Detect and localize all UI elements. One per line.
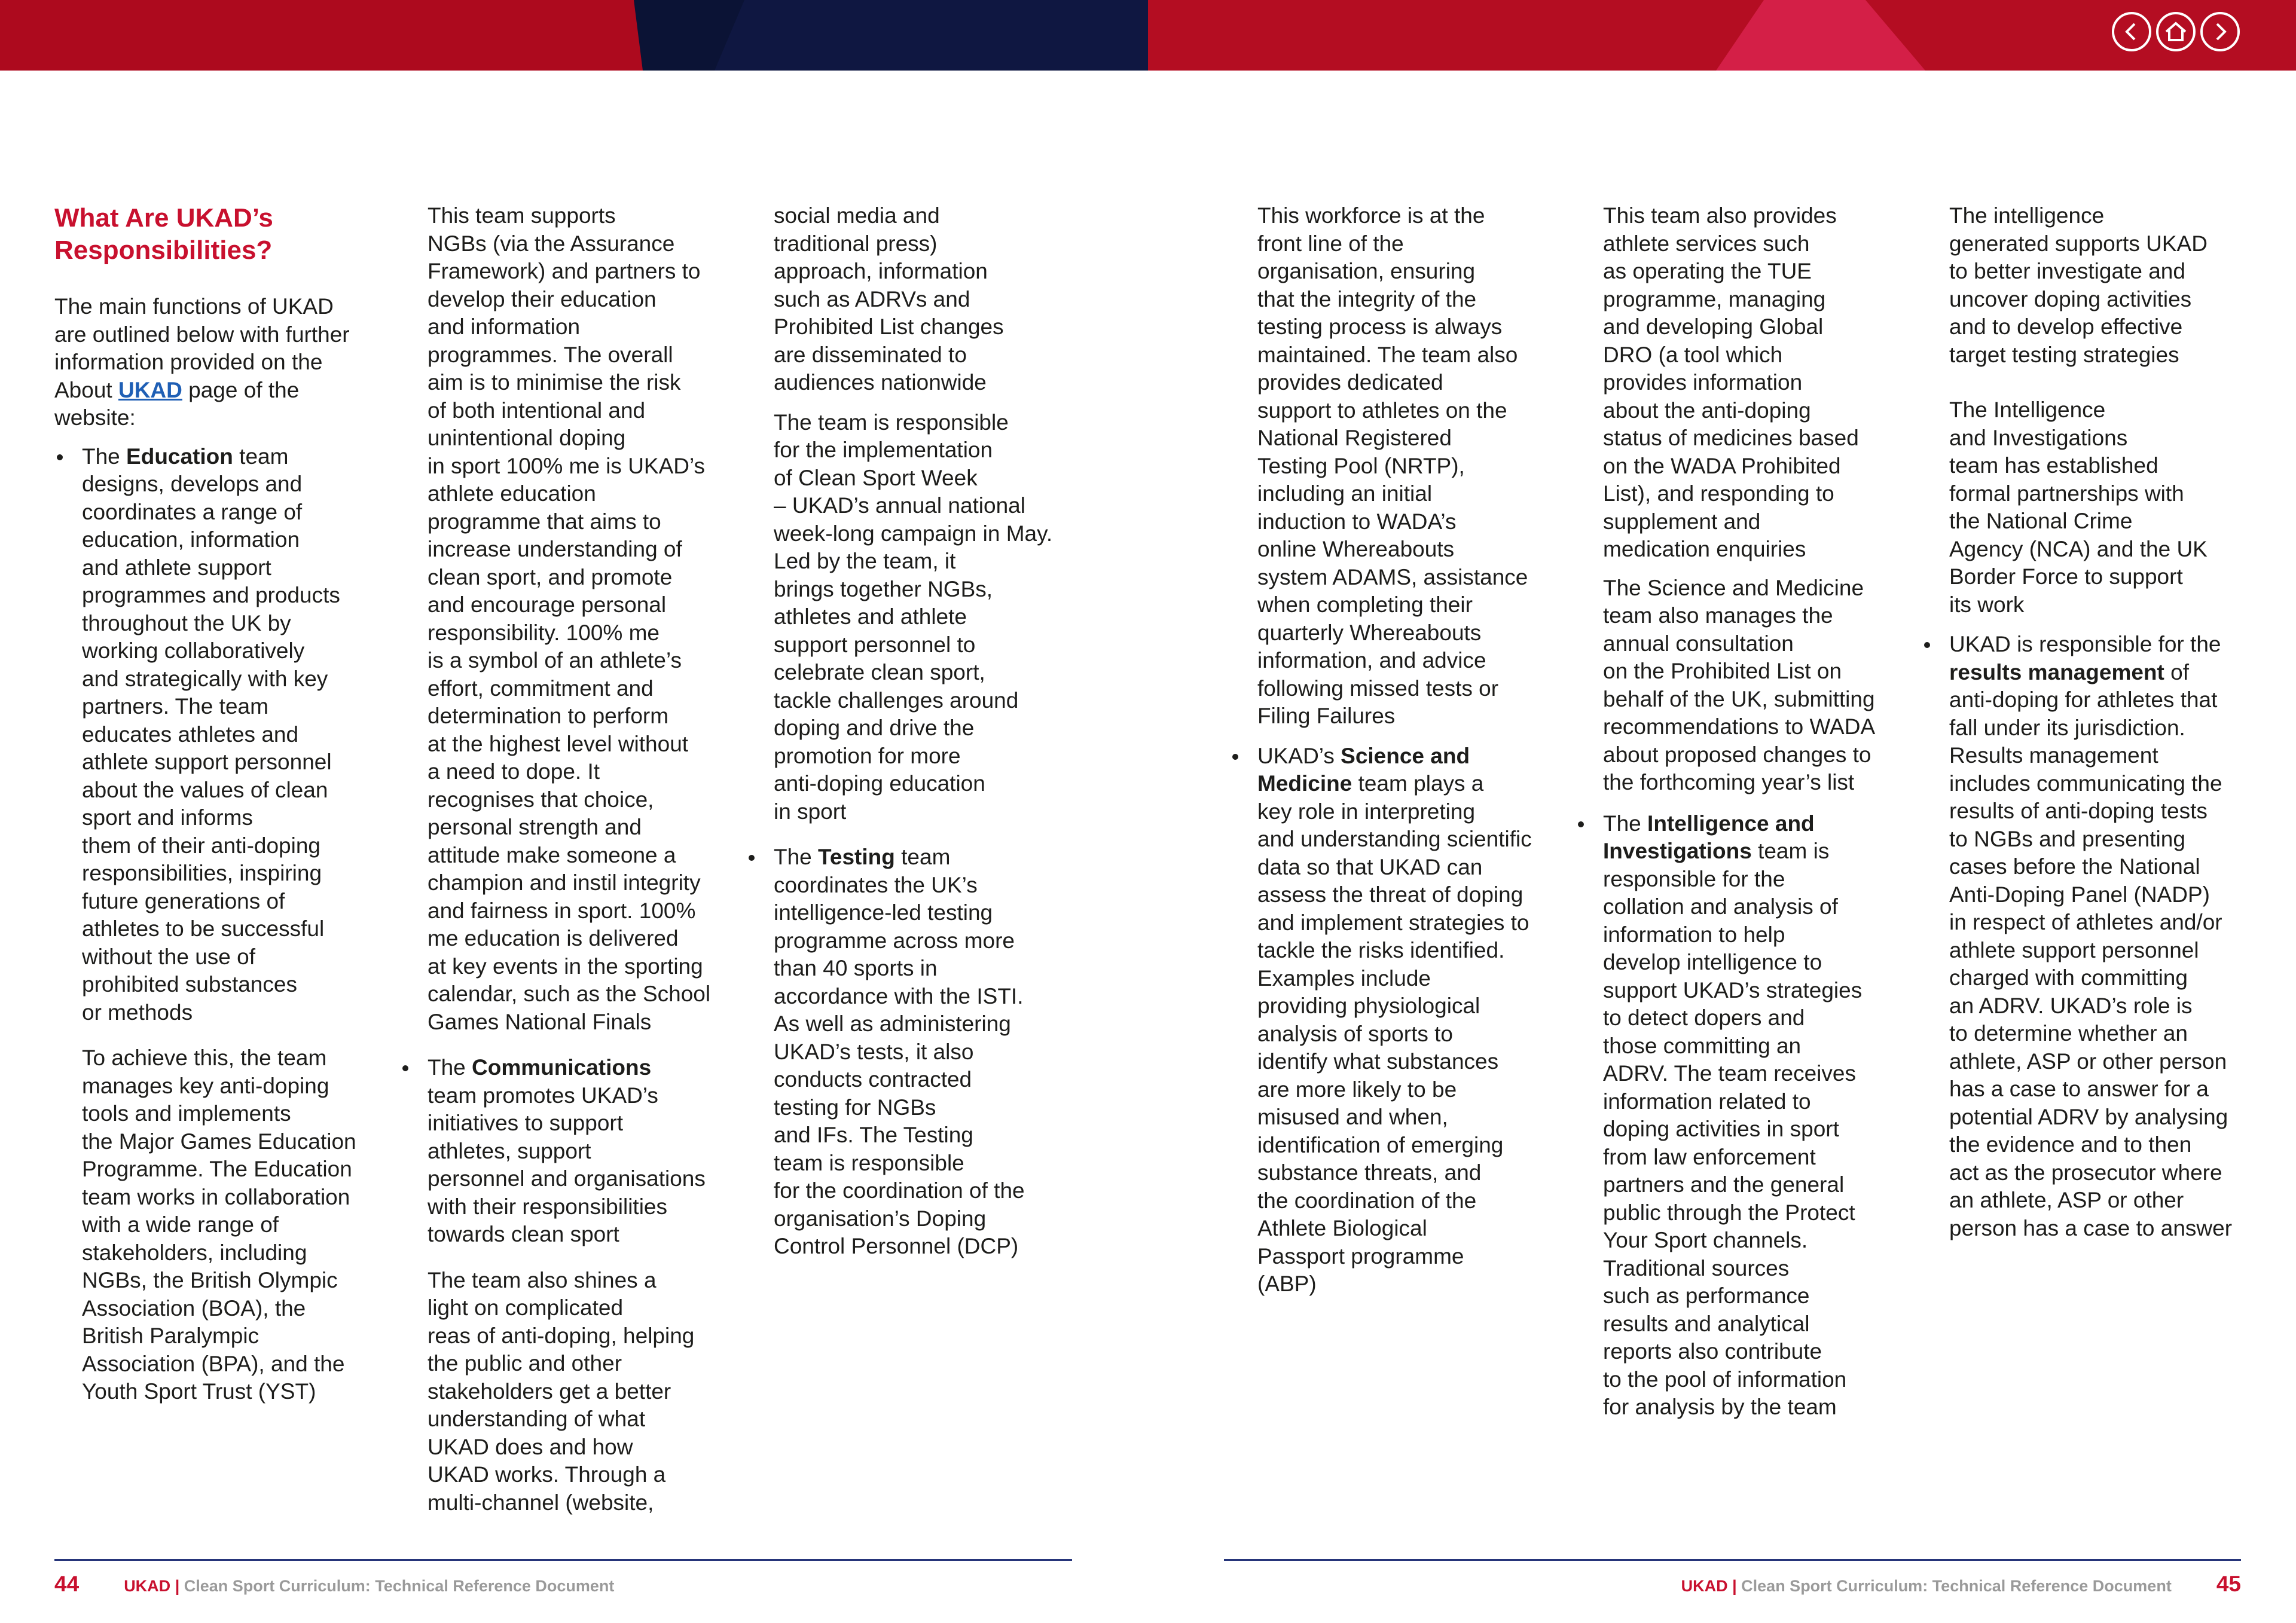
column-2 bbox=[400, 202, 735, 1527]
column-5 bbox=[1576, 202, 1910, 1432]
home-icon bbox=[2164, 21, 2187, 42]
education-bullet: The Education team designs, develops and coordinates a range of education, information and athlete support programmes and products throughout the UK by working collaboratively and strategically with key partners. The team educates athletes and athlete support personnel about the values of clean sport and informs them of their anti-doping responsibilities, inspiring future generations of athletes to be successful without the use of prohibited substances or methods bbox=[54, 443, 380, 1027]
communications-bullet: The Communications team promotes UKAD’s initiatives to support athletes, support personnel and organisations with their responsibilities towards clean sport bbox=[400, 1054, 735, 1249]
communications-continued-paragraph: social media and traditional press) approach, information such as ADRVs and Prohibited List changes are disseminated to audiences nationwide bbox=[774, 203, 1004, 395]
chevron-left-icon bbox=[2121, 22, 2142, 42]
partnerships-paragraph: The Intelligence and Investigations team has established formal partnerships with the National Crime Agency (NCA) and the UK Border Force to support its work bbox=[1949, 398, 2208, 617]
column-6 bbox=[1922, 202, 2257, 1253]
section-heading: What Are UKAD’s Responsibilities? bbox=[54, 203, 273, 265]
testing-continued-paragraph: This workforce is at the front line of the organisation, ensuring that the integrity of the testing process is always maintained. The team also provides dedicated support to athletes on the National Registered Testing Pool (NRTP), including an initial induction to WADA’s online Whereabouts system ADAMS, assistance when completing their quarterly Whereabouts information, and advice following missed tests or Filing Failures bbox=[1257, 203, 1528, 728]
column-4 bbox=[1230, 202, 1565, 1309]
footer-brand: UKAD bbox=[1681, 1577, 1728, 1595]
right-footer-rule bbox=[1224, 1559, 2241, 1561]
left-footer: 44 UKAD | Clean Sport Curriculum: Technical Reference Document bbox=[54, 1572, 615, 1596]
consultation-paragraph: The Science and Medicine team also manages the annual consultation on the Prohibited List on behalf of the UK, submitting recommendations to WADA about proposed changes to the forthcoming year’s list bbox=[1603, 575, 1876, 794]
clean-sport-week-paragraph: The team is responsible for the implementation of Clean Sport Week – UKAD’s annual national week-long campaign in May. Led by the team, it brings together NGBs, athletes and athlete support personnel to celebrate clean sport, tackle challenges around doping and drive the promotion for more anti-doping education in sport bbox=[774, 409, 1053, 824]
education-continued-paragraph: This team supports NGBs (via the Assurance Framework) and partners to develop their education and information programmes. The overall aim is to minimise the risk of both intentional and unintentional doping in sport 100% me is UKAD’s athlete education programme that aims to increase understanding of clean sport, and promote and encourage personal responsibility. 100% me is a symbol of an athlete’s effort, commitment and determination to perform at the highest level without a need to dope. It recognises that choice, personal strength and attitude make someone a champion and instil integrity and fairness in sport. 100% me education is delivered at key events in the sporting calendar, such as the School Games National Finals bbox=[428, 203, 711, 1034]
next-page-button[interactable] bbox=[2200, 12, 2240, 51]
column-3 bbox=[746, 202, 1081, 1271]
page-number: 45 bbox=[2216, 1572, 2241, 1596]
page-number: 44 bbox=[54, 1572, 80, 1596]
results-management-bullet: UKAD is responsible for the results management of anti-doping for athletes that fall under its jurisdiction. Results management includes communicating the results of anti-doping tests to NGBs and presenting cases before the National Anti-Doping Panel (NADP) in respect of athletes and/or athlete support personnel charged with committing an ADRV. UKAD’s role is to determine whether an athlete, ASP or other person has a case to answer for a potential ADRV by analysing the evidence and to then act as the prosecutor where an athlete, ASP or other person has a case to answer bbox=[1922, 631, 2257, 1242]
previous-page-button[interactable] bbox=[2112, 12, 2151, 51]
science-medicine-bullet: UKAD’s Science and Medicine team plays a key role in interpreting and understanding scientific data so that UKAD can assess the threat of doping and implement strategies to tackle the risks identified. Examples include providing physiological analysis of sports to identify what substances are more likely to be misused and when, identification of emerging substance threats, and the coordination of the Athlete Biological Passport programme (ABP) bbox=[1230, 742, 1565, 1298]
intelligence-generated-paragraph: The intelligence generated supports UKAD to better investigate and uncover doping activities and to develop effective target testing strategies bbox=[1949, 203, 2208, 367]
column-1 bbox=[54, 202, 380, 1417]
page-navigation bbox=[2112, 12, 2240, 51]
right-footer: UKAD | Clean Sport Curriculum: Technical Reference Document 45 bbox=[1681, 1572, 2241, 1596]
testing-bullet: The Testing team coordinates the UK’s intelligence-led testing programme across more than 40 sports in accordance with the ISTI. As well as administering UKAD’s tests, it also conducts contracted testing for NGBs and IFs. The Testing team is responsible for the coordination of the organisation’s Doping Control Personnel (DCP) bbox=[746, 843, 1081, 1261]
footer-title: Clean Sport Curriculum: Technical Reference Document bbox=[1741, 1577, 2172, 1595]
shines-paragraph: The team also shines a light on complicated reas of anti-doping, helping the public and other stakeholders get a better understanding of what UKAD does and how UKAD works. Through a multi-channel (website, bbox=[428, 1267, 695, 1515]
chevron-right-icon bbox=[2210, 22, 2230, 42]
home-button[interactable] bbox=[2156, 12, 2196, 51]
about-ukad-link[interactable]: UKAD bbox=[118, 377, 182, 402]
athlete-services-paragraph: This team also provides athlete services such as operating the TUE programme, managing and developing Global DRO (a tool which provides information about the anti-doping status of medicines based on the WADA Prohibited List), and responding to supplement and medication enquiries bbox=[1603, 203, 1859, 561]
footer-title: Clean Sport Curriculum: Technical Reference Document bbox=[184, 1577, 615, 1595]
left-footer-rule bbox=[54, 1559, 1072, 1561]
intro-paragraph: The main functions of UKAD are outlined below with further information provided on the About UKAD page of the website: bbox=[54, 294, 350, 430]
footer-brand: UKAD bbox=[124, 1577, 171, 1595]
intelligence-investigations-bullet: The Intelligence and Investigations team is responsible for the collation and analysis of information to help develop intelligence to support UKAD’s strategies to detect dopers and those committing an ADRV. The team receives information related to doping activities in sport from law enforcement partners and the general public through the Protect Your Sport channels. Traditional sources such as performance results and analytical reports also contribute to the pool of information for analysis by the team bbox=[1576, 810, 1910, 1422]
achieve-paragraph: To achieve this, the team manages key anti-doping tools and implements the Major Games Education Programme. The Education team works in collaboration with a wide range of stakeholders, including NGBs, the British Olympic Association (BOA), the British Paralympic Association (BPA), and the Youth Sport Trust (YST) bbox=[82, 1046, 356, 1404]
top-banner bbox=[0, 0, 2296, 71]
